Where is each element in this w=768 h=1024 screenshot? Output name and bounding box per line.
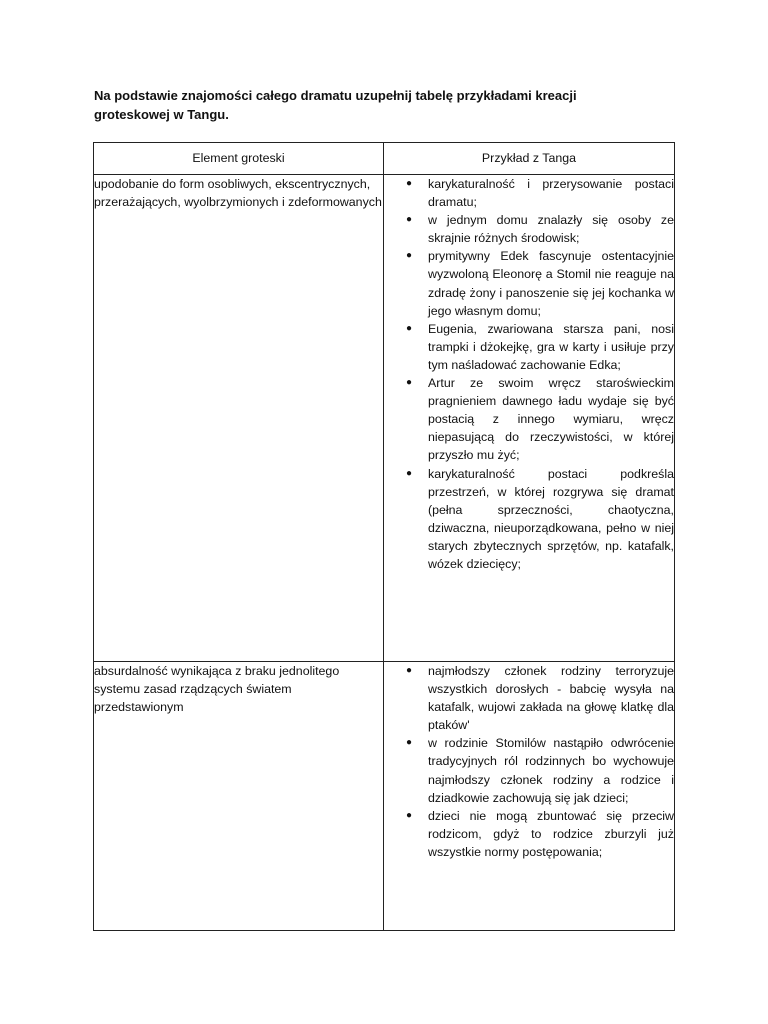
table-row [94,175,675,662]
example-text: Eugenia, zwariowana starsza pani, nosi trampki i dżokejkę, gra w karty i usiłuje przy tym naśladować zachowanie Edka; [428,321,674,372]
list-item [384,247,674,319]
header-element-groteski: Element groteski [94,143,384,175]
bullet-icon: ● [406,178,413,189]
table-row [94,662,675,931]
bullet-icon: ● [406,377,413,389]
example-text: karykaturalność postaci podkreśla przestrzeń, w której rozgrywa się dramat (pełna sprzeczności, chaotyczna, dziwaczna, nieuporządkowana, pełno w niej starych zbytecznych sprzętów, np. katafalk, wózek dziecięcy; [428,466,674,571]
bullet-icon: ● [406,737,413,749]
examples-cell [384,662,675,931]
list-item [384,662,674,734]
bullet-icon: ● [406,322,413,334]
list-item [384,211,674,247]
table-header-row [94,143,675,175]
example-text: najmłodszy członek rodziny terroryzuje wszystkich dorosłych - babcię wysyła na katafalk, wujowi zakłada na głowę klatkę dla ptaków' [428,664,674,733]
example-text: dzieci nie mogą zbuntować się przeciw rodzicom, gdyż to rodzice zburzyli już wszystkie normy postępowania; [428,808,674,859]
list-item [384,734,674,806]
list-item [384,320,674,374]
bullet-icon: ● [406,214,413,226]
examples-list [384,662,674,861]
instruction-heading: Na podstawie znajomości całego dramatu uzupełnij tabelę przykładami kreacji groteskowej w Tangu. [94,88,577,122]
list-item [384,465,674,574]
list-item [384,175,674,211]
bullet-icon: ● [406,809,413,821]
example-text: w rodzinie Stomilów nastąpiło odwrócenie tradycyjnych ról rodzinnych bo wychowuje najmłodszy członek rodziny a rodzice i dziadkowie zachowują się jak dzieci; [428,736,674,805]
example-text: w jednym domu znalazły się osoby ze skrajnie różnych środowisk; [428,213,674,246]
element-cell: absurdalność wynikająca z braku jednolitego systemu zasad rządzących światem przedstawionym [94,662,384,931]
examples-cell [384,175,675,662]
list-item [384,807,674,861]
example-text: karykaturalność i przerysowanie postaci dramatu; [428,177,674,210]
list-item [384,374,674,464]
example-text: prymitywny Edek fascynuje ostentacyjnie wyzwoloną Eleonorę a Stomil nie reaguje na zdradę żony i panoszenie się jej kochanka w jego własnym domu; [428,249,674,318]
example-text: Artur ze swoim wręcz staroświeckim pragnieniem dawnego ładu wydaje się być postacią z innego wymiaru, wręcz niepasującą do rzeczywistości, w której przyszło mu żyć; [428,376,674,463]
header-przyklad-z-tanga: Przykład z Tanga [384,143,675,175]
bullet-icon: ● [406,467,413,479]
bullet-icon: ● [406,665,413,676]
element-cell: upodobanie do form osobliwych, ekscentrycznych, przerażających, wyolbrzymionych i zdeformowanych [94,175,384,662]
grotesque-table [93,142,675,931]
examples-list [384,175,674,573]
bullet-icon: ● [406,250,413,262]
